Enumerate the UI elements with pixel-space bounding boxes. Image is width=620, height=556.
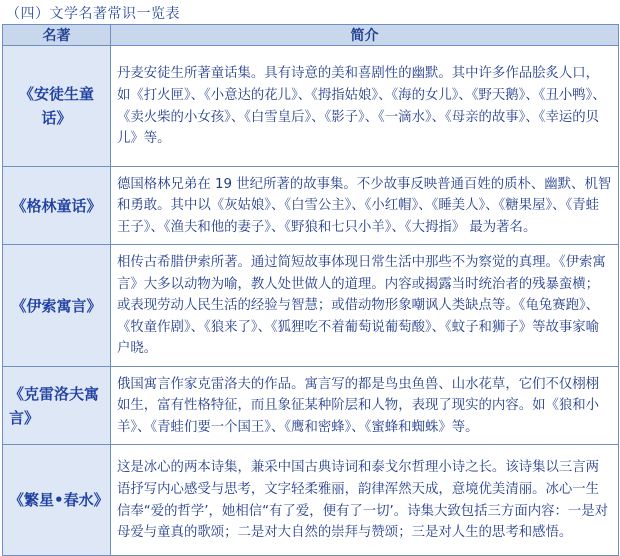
section-title: （四）文学名著常识一览表: [6, 6, 180, 22]
table-row: [3, 167, 619, 245]
book-title: 《克雷洛夫寓言》: [3, 367, 111, 445]
book-intro: 丹麦安徒生所著童话集。具有诗意的美和喜剧性的幽默。其中许多作品脍炙人口，如《打火匣》、《小意达的花儿》、《拇指姑娘》、《海的女儿》、《野天鹅》、《丑小鸭》、《卖火柴的小女孩》、《白雪皇后》、《影子》、《一滴水》、《母亲的故事》、《幸运的贝儿》等。: [111, 46, 619, 167]
book-intro: 俄国寓言作家克雷洛夫的作品。寓言写的都是鸟虫鱼兽、山水花草，它们不仅栩栩如生，富有性格特征，而且象征某种阶层和人物，表现了现实的内容。如《狼和小羊》、《青蛙们要一个国王》、《鹰和密蜂》、《蜜蜂和蜘蛛》等。: [111, 367, 619, 445]
book-title: 《安徒生童话》: [3, 46, 111, 167]
table-row: [3, 367, 619, 445]
book-title: 《伊索寓言》: [3, 245, 111, 367]
header-title: 名著: [3, 25, 111, 46]
book-intro: 相传古希腊伊索所著。通过简短故事体现日常生活中那些不为察觉的真理。《伊索寓言》大多以动物为喻，教人处世做人的道理。内容或揭露当时统治者的残暴蛮横；或表现劳动人民生活的经验与智慧；或借动物形象嘲讽人类缺点等。《龟兔赛跑》、《牧童作剧》、《狼来了》、《狐狸吃不着葡萄说葡萄酸》、《蚊子和狮子》等故事家喻户晓。: [111, 245, 619, 367]
book-title: 《繁星•春水》: [3, 445, 111, 556]
table-row: [3, 445, 619, 556]
table-header-row: [3, 25, 619, 46]
literature-table: [2, 24, 619, 556]
table-row: [3, 46, 619, 167]
book-title: 《格林童话》: [3, 167, 111, 245]
book-intro: 这是冰心的两本诗集，兼采中国古典诗词和泰戈尔哲理小诗之长。该诗集以三言两语抒写内心感受与思考，文字轻柔雅丽，韵律浑然天成，意境优美清丽。冰心一生信奉“爱的哲学’，她相信“有了爱，便有了一切’。诗集大致包括三方面内容：一是对母爱与童真的歌颂；二是对大自然的崇拜与赞颂；三是对人生的思考和感悟。: [111, 445, 619, 556]
table-row: [3, 245, 619, 367]
book-intro: 德国格林兄弟在 19 世纪所著的故事集。不少故事反映普通百姓的质朴、幽默、机智和勇敢。其中以《灰姑娘》、《白雪公主》、《小红帽》、《睡美人》、《糖果屋》、《青蛙王子》、《渔夫和他的妻子》、《野狼和七只小羊》、《大拇指》 最为著名。: [111, 167, 619, 245]
header-intro: 简介: [111, 25, 619, 46]
